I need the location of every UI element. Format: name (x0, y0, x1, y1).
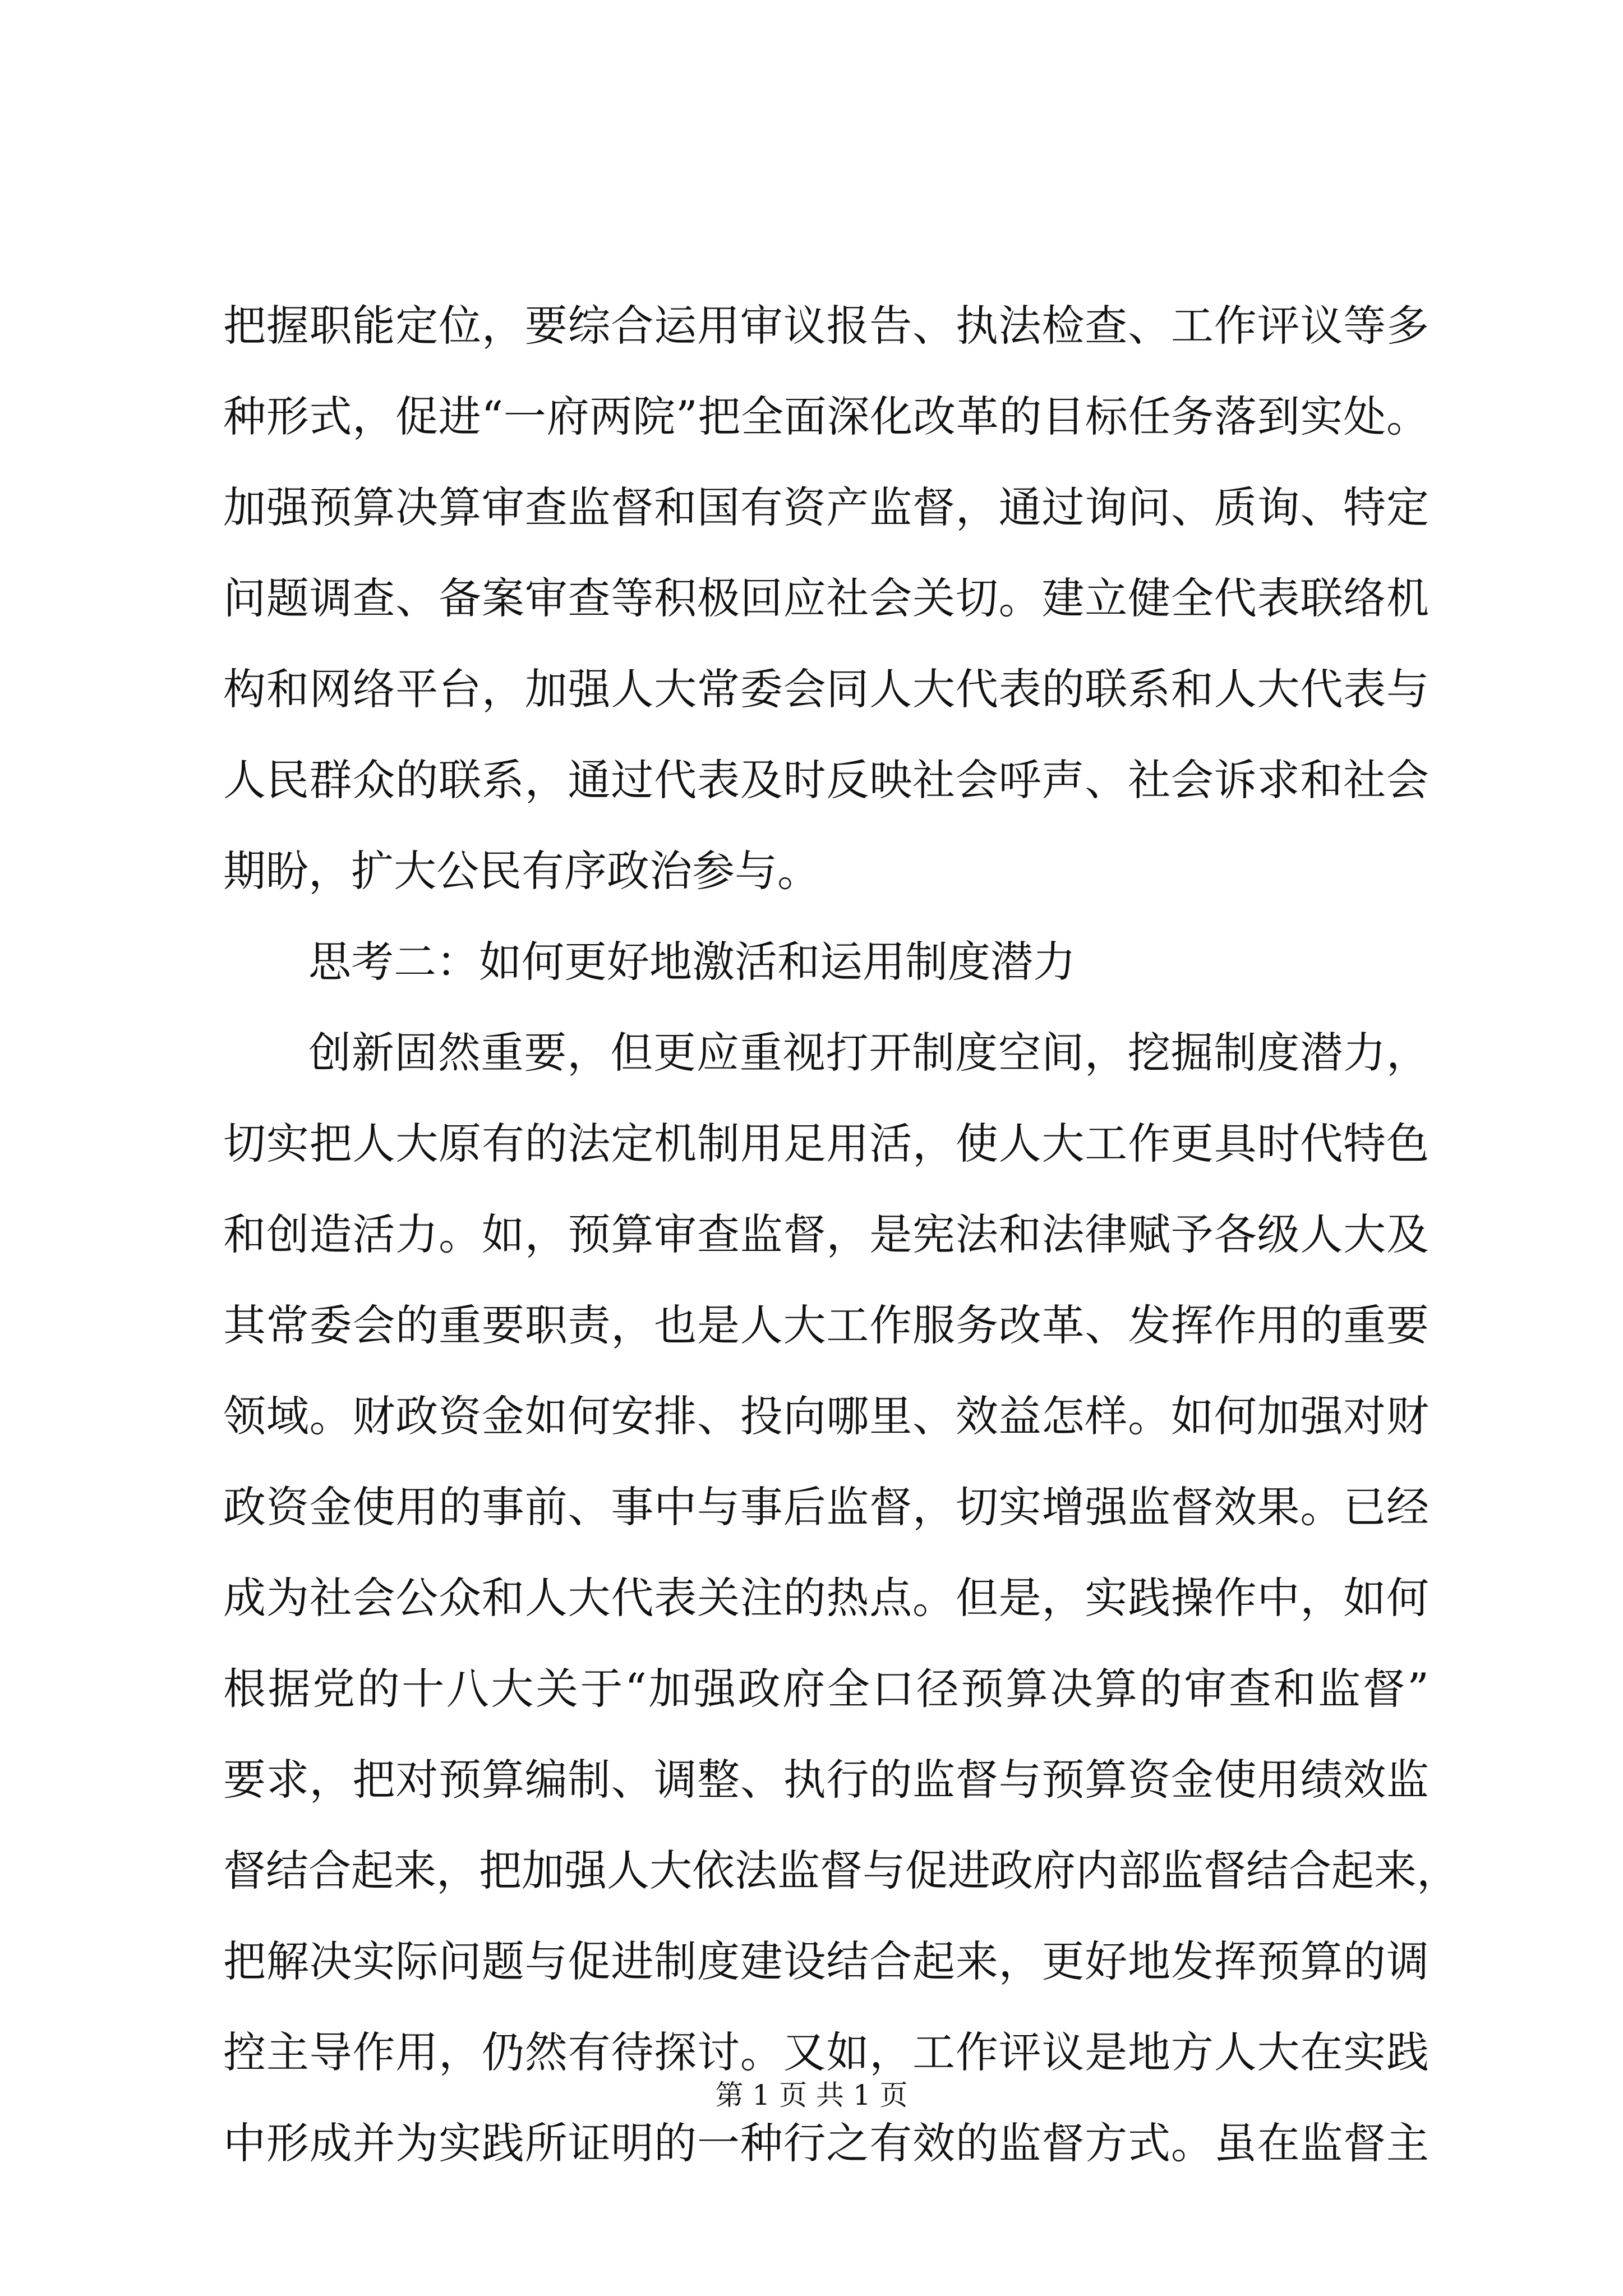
text-line: 把握职能定位，要综合运用审议报告、执法检查、工作评议等多 (223, 301, 1429, 351)
text-line: 要求，把对预算编制、调整、执行的监督与预算资金使用绩效监 (223, 1755, 1429, 1805)
text-line: 政资金使用的事前、事中与事后监督，切实增强监督效果。已经 (223, 1482, 1429, 1532)
text-line: 领域。财政资金如何安排、投向哪里、效益怎样。如何加强对财 (223, 1391, 1429, 1441)
text-line: 人民群众的联系，通过代表及时反映社会呼声、社会诉求和社会 (223, 755, 1429, 805)
text-line: 创新固然重要，但更应重视打开制度空间，挖掘制度潜力， (308, 1028, 1429, 1078)
text-line: 种形式，促进“一府两院”把全面深化改革的目标任务落到实处。 (223, 392, 1429, 441)
text-line: 期盼，扩大公民有序政治参与。 (223, 846, 820, 896)
text-line: 根据党的十八大关于“加强政府全口径预算决算的审查和监督” (223, 1664, 1429, 1714)
text-line: 把解决实际问题与促进制度建设结合起来，更好地发挥预算的调 (223, 1936, 1429, 1986)
text-line: 中形成并为实践所证明的一种行之有效的监督方式。虽在监督主 (223, 2118, 1429, 2168)
text-line: 构和网络平台，加强人大常委会同人大代表的联系和人大代表与 (223, 664, 1429, 714)
text-line: 和创造活力。如，预算审查监督，是宪法和法律赋予各级人大及 (223, 1209, 1429, 1259)
text-line: 督结合起来，把加强人大依法监督与促进政府内部监督结合起来， (223, 1846, 1459, 1895)
text-line: 问题调查、备案审查等积极回应社会关切。建立健全代表联络机 (223, 573, 1429, 623)
text-line: 加强预算决算审查监督和国有资产监督，通过询问、质询、特定 (223, 482, 1429, 532)
text-line: 控主导作用，仍然有待探讨。又如，工作评议是地方人大在实践 (223, 2027, 1429, 2077)
text-line: 其常委会的重要职责，也是人大工作服务改革、发挥作用的重要 (223, 1300, 1429, 1350)
body-text (223, 280, 1459, 2189)
text-line: 成为社会公众和人大代表关注的热点。但是，实践操作中，如何 (223, 1573, 1429, 1623)
section-heading: 思考二：如何更好地激活和运用制度潜力 (308, 937, 1076, 987)
page-number-footer: 第 1 页 共 1 页 (715, 2079, 908, 2111)
text-line: 切实把人大原有的法定机制用足用活，使人大工作更具时代特色 (223, 1119, 1429, 1168)
